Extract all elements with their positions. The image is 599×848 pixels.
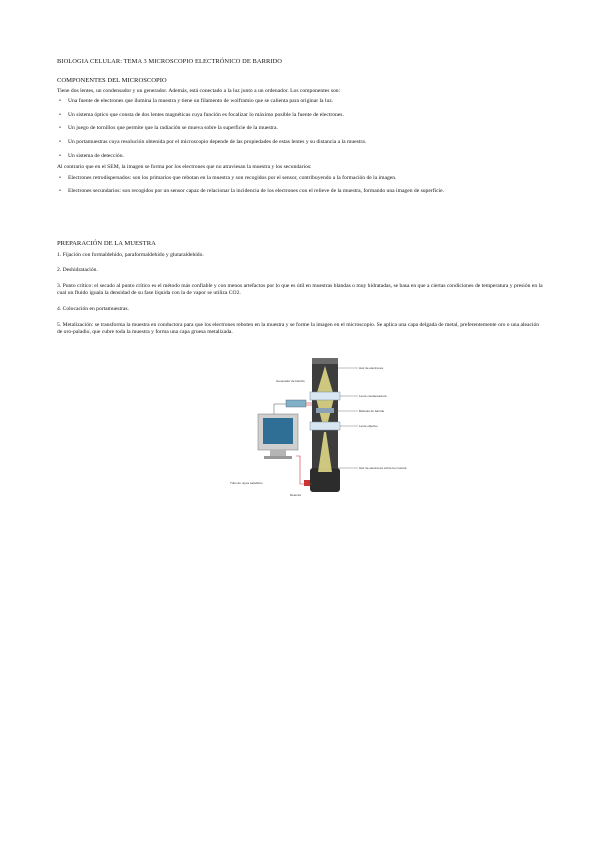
step-5: 5. Metalización: se transforma la muestra en conductora para que los electrones reboten en la muestra y se forme la imagen en el microscopio. Se aplica una capa delgada de metal, preferentemente oro o una aleación de oro-paladio, que cubre toda la muestra y forma una capa gruesa metalizada. [57, 321, 540, 336]
contrast-intro: Al contrario que en el SEM, la imagen se forma por los electrones que no atraviesan la muestra y los secundarios: [57, 164, 312, 171]
label-generator: Generador de barrido [276, 379, 305, 383]
list-item: • Un portamuestras cuya resolución obtenida por el microscopio depende de las propiedades de estas lentes y su distancia a la muestra. [68, 139, 543, 147]
step-1: 1. Fijación con formaldehído, paraformaldehído y glutaraldehído. [57, 251, 204, 258]
components-list [57, 98, 543, 160]
step-4: 4. Colocación en portamuestras. [57, 305, 129, 312]
label-detector: Detector [290, 493, 302, 497]
scan-generator-box [286, 400, 306, 407]
list-item: • Electrones secundarios: son recogidos por un sensor capaz de relacionar la incidencia de los electrones con el relieve de la muestra, formando una imagen de superficie. [68, 188, 543, 196]
section-preparation [57, 240, 543, 337]
scan-coils [316, 408, 334, 413]
section-heading-preparation: PREPARACIÓN DE LA MUESTRA [57, 240, 156, 247]
section-components [57, 77, 543, 196]
label-sample: Haz de electrones sobre la muestra [359, 466, 407, 470]
section-heading-components: COMPONENTES DEL MICROSCOPIO [57, 77, 167, 84]
page-title: BIOLOGIA CELULAR: TEMA 3 MICROSCOPIO ELECTRÓNICO DE BARRIDO [57, 58, 283, 65]
label-screen: Tubo de rayos catódicos [230, 481, 263, 485]
label-scan: Bobinas de barrido [359, 409, 385, 413]
detector-box [304, 480, 310, 486]
list-item: • Un juego de tornillos que permite que la radiación se mueva sobre la superficie de la muestra. [68, 125, 543, 133]
label-condenser: Lente condensadora [359, 394, 387, 398]
sem-diagram [230, 356, 407, 498]
label-gun: Haz de electrones [359, 366, 384, 370]
electron-list [57, 175, 543, 196]
step-2: 2. Deshidratación. [57, 267, 98, 274]
list-item: • Electrones retrodispersados: son los primarios que rebotan en la muestra y son recogidos por el sensor, contribuyendo a la formación de la imagen. [68, 175, 543, 183]
crt-screen [263, 418, 293, 444]
components-intro: Tiene dos lentes, un condensador y un generador. Además, está conectado a la luz junto a un ordenador. Los componentes son: [57, 87, 341, 94]
list-item: • Una fuente de electrones que ilumina la muestra y tiene un filamento de wolframio que se calienta para originar la luz. [68, 98, 543, 106]
step-3: 3. Punto crítico: el secado al punto crítico es el método más confiable y con menos artefactos por lo que es útil en muestras blandas o muy hidratadas, se basa en que a ciertas condiciones de temperatura y presión en la cual un fluido iguala la densidad de su fase líquida con la de vapor se utiliza CO2. [57, 282, 543, 297]
objective-lens [310, 422, 340, 430]
label-objective: Lente objetivo [359, 424, 378, 428]
list-item: • Un sistema óptico que consta de dos lentes magnéticas cuya función es focalizar lo máximo posible la fuente de electrones. [68, 112, 543, 120]
list-item: • Un sistema de detección. [68, 153, 543, 161]
condenser-lens [310, 392, 340, 400]
